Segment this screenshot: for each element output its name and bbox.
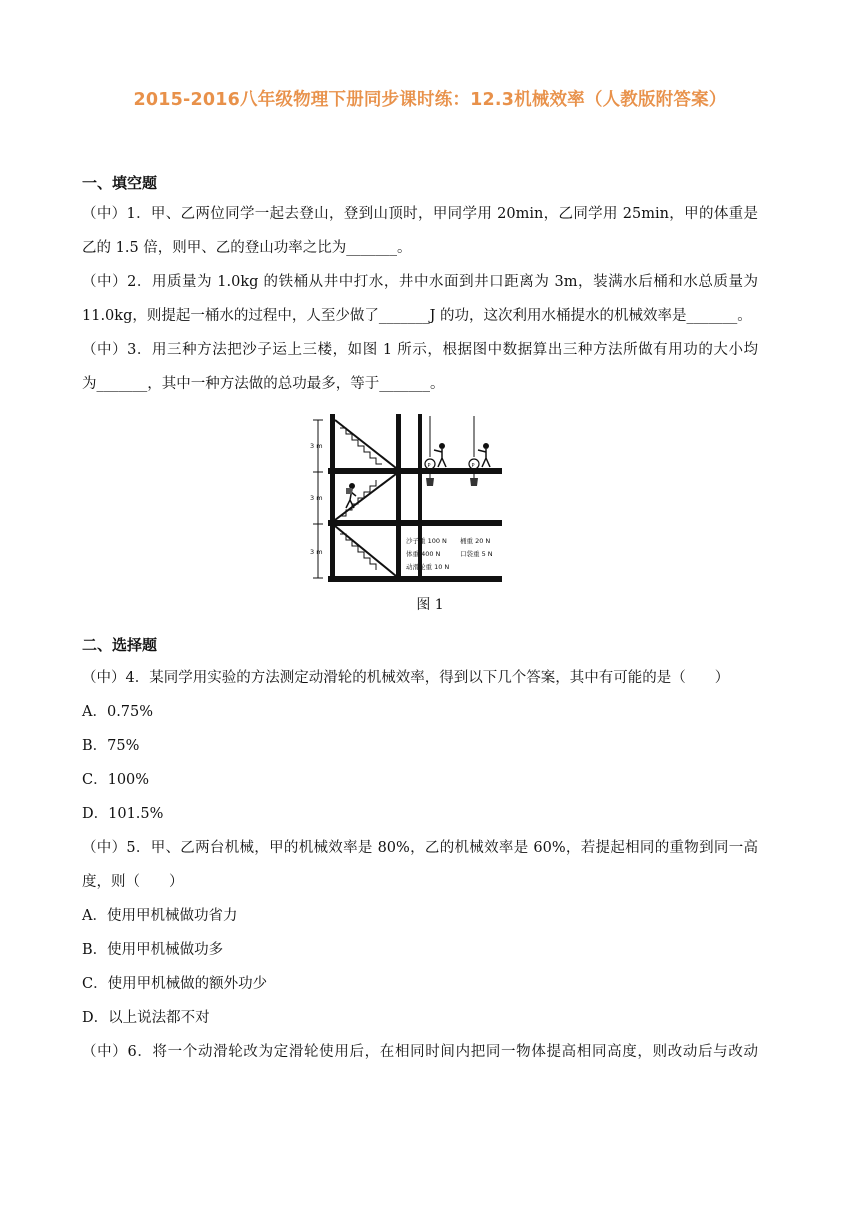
question-5-line-1: （中）5．甲、乙两台机械，甲的机械效率是 80%，乙的机械效率是 60%，若提起相同的重物到同一高 (82, 840, 758, 856)
label-bucket-weight: 桶重 20 N (460, 537, 491, 545)
question-4-stem: （中）4．某同学用实验的方法测定动滑轮的机械效率，得到以下几个答案，其中有可能的是（ ） (82, 670, 730, 686)
question-5-option-a: A．使用甲机械做功省力 (82, 908, 238, 924)
question-1-line-2: 乙的 1.5 倍，则甲、乙的登山功率之比为_______。 (82, 240, 412, 256)
section-heading-fill-blank: 一、填空题 (82, 174, 158, 192)
figure-1-diagram (310, 412, 504, 586)
question-1-line-1: （中）1．甲、乙两位同学一起去登山，登到山顶时，甲同学用 20min，乙同学用 25min，甲的体重是 (82, 206, 758, 222)
label-body-weight: 体重 400 N (406, 550, 441, 558)
question-5-option-b: B．使用甲机械做功多 (82, 942, 224, 958)
pulley-label-left: P (427, 463, 431, 469)
question-4-option-c: C．100% (82, 772, 150, 788)
question-2-line-1: （中）2．用质量为 1.0kg 的铁桶从井中打水，井中水面到井口距离为 3m，装满水后桶和水总质量为 (82, 274, 758, 290)
question-3-line-2: 为_______，其中一种方法做的总功最多，等于_______。 (82, 376, 445, 392)
floor-height-label-middle: 3 m (310, 494, 323, 502)
question-5-option-c: C．使用甲机械做的额外功少 (82, 976, 268, 992)
question-4-option-a: A．0.75% (82, 704, 154, 720)
label-sand-weight: 沙子重 100 N (406, 537, 447, 545)
label-pulley-weight: 动滑轮重 10 N (406, 563, 450, 571)
question-5-option-d: D．以上说法都不对 (82, 1010, 210, 1026)
figure-1-caption: 图 1 (416, 597, 444, 613)
question-5-line-2: 度，则（ ） (82, 874, 184, 890)
question-2-line-2: 11.0kg，则提起一桶水的过程中，人至少做了_______J 的功，这次利用水桶提水的机械效率是_______。 (82, 308, 752, 324)
floor-height-label-top: 3 m (310, 442, 323, 450)
document-title: 2015-2016八年级物理下册同步课时练：12.3机械效率（人教版附答案） (133, 90, 727, 110)
floor-height-label-bottom: 3 m (310, 548, 323, 556)
pulley-label-right: P (471, 463, 475, 469)
question-4-option-d: D．101.5% (82, 806, 164, 822)
question-3-line-1: （中）3．用三种方法把沙子运上三楼，如图 1 所示，根据图中数据算出三种方法所做有用功的大小均 (82, 342, 758, 358)
question-4-option-b: B．75% (82, 738, 140, 754)
section-heading-multiple-choice: 二、选择题 (82, 636, 158, 654)
question-6-line-1: （中）6．将一个动滑轮改为定滑轮使用后，在相同时间内把同一物体提高相同高度，则改动后与改动 (82, 1044, 758, 1060)
label-bag-weight: 口袋重 5 N (460, 550, 493, 558)
